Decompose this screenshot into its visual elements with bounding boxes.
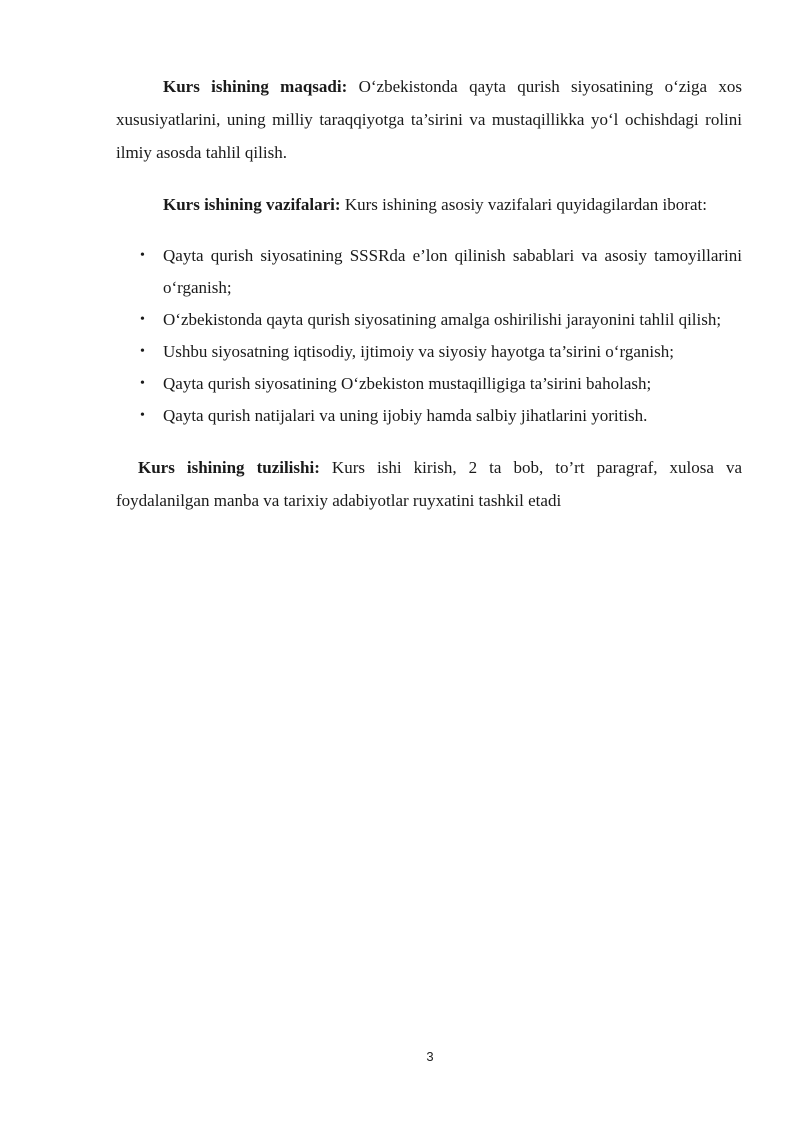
list-item-text: Qayta qurish siyosatining SSSRda e’lon qilinish sabablari va asosiy tamoyillarini o‘rganish;: [163, 246, 742, 297]
bullet-dot-icon: •: [140, 248, 145, 263]
bullet-dot-icon: •: [140, 312, 145, 327]
bullet-dot-icon: •: [140, 344, 145, 359]
page-number: 3: [426, 1049, 434, 1064]
structure-paragraph: [116, 451, 742, 517]
goal-paragraph: [116, 70, 742, 169]
list-item: [116, 400, 742, 432]
bullet-dot-icon: •: [140, 408, 145, 423]
list-item: [116, 304, 742, 336]
bullet-dot-icon: •: [140, 376, 145, 391]
list-item-text: Ushbu siyosatning iqtisodiy, ijtimoiy va siyosiy hayotga ta’sirini o‘rganish;: [163, 342, 674, 361]
page-content: [116, 70, 742, 517]
list-item-text: O‘zbekistonda qayta qurish siyosatining amalga oshirilishi jarayonini tahlil qilish;: [163, 310, 722, 329]
goal-text: O‘zbekistonda qayta qurish siyosatining o‘ziga xos xususiyatlarini, uning milliy taraqqiyotga ta’sirini va mustaqillikka yo‘l ochishdagi rolini ilmiy asosda tahlil qilish.: [116, 77, 742, 162]
list-item: [116, 240, 742, 304]
goal-label: Kurs ishining maqsadi:: [163, 77, 348, 96]
structure-label: Kurs ishining tuzilishi:: [138, 458, 320, 477]
structure-text: Kurs ishi kirish, 2 ta bob, to’rt paragraf, xulosa va foydalanilgan manba va tarixiy adabiyotlar ruyxatini tashkil etadi: [116, 458, 742, 510]
tasks-list: [116, 240, 742, 432]
list-item: [116, 336, 742, 368]
tasks-label: Kurs ishining vazifalari:: [163, 195, 341, 214]
list-item-text: Qayta qurish siyosatining O‘zbekiston mustaqilligiga ta’sirini baholash;: [163, 374, 652, 393]
tasks-text: Kurs ishining asosiy vazifalari quyidagilardan iborat:: [340, 195, 707, 214]
tasks-paragraph: [116, 188, 742, 221]
list-item: [116, 368, 742, 400]
list-item-text: Qayta qurish natijalari va uning ijobiy hamda salbiy jihatlarini yoritish.: [163, 406, 648, 425]
